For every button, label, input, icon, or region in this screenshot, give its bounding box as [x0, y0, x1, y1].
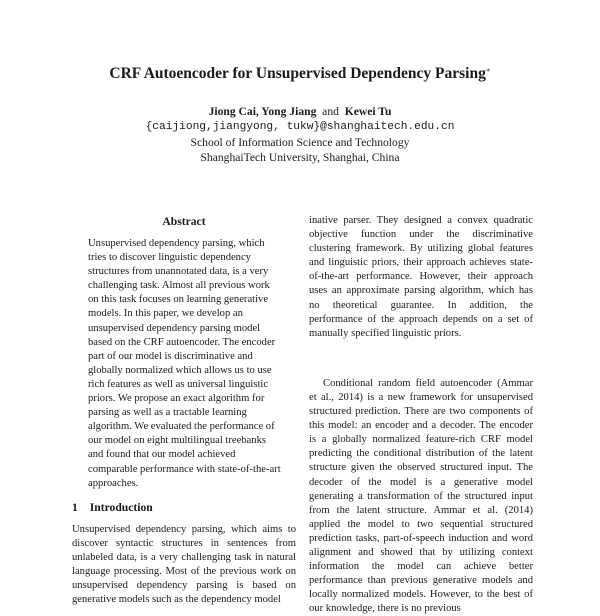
author-university: ShanghaiTech University, Shanghai, China — [200, 151, 400, 164]
abstract-heading: Abstract — [162, 215, 206, 228]
right-column — [309, 214, 533, 616]
section-number: 1 — [72, 500, 78, 514]
section-heading-introduction — [72, 500, 296, 515]
paper-title-text: CRF Autoencoder for Unsupervised Dependency Parsing — [109, 65, 486, 82]
authors-and: and — [322, 105, 339, 118]
left-column — [72, 214, 296, 607]
right-paragraph-2: Conditional random field autoencoder (Ammar et al., 2014) is a new framework for unsupervised structured prediction. There are two components of this model: an encoder and a decoder. The encoder is a globally normalized feature-rich CRF model predicting the conditional distribution of the latent structure given the observed structured input. The decoder of the model is a generative model generating a transformation of the structured input from the latent structure. Ammar et al. (2014) applied the model to two sequential structured prediction tasks, part-of-speech induction and word alignment and showed that by utilizing context information the model can achieve better performance than previous generative models and locally normalized models. However, to the best of our knowledge, there is no previous — [309, 377, 533, 615]
author-school: School of Information Science and Technology — [190, 136, 410, 149]
abstract-text: Unsupervised dependency parsing, which tries to discover linguistic dependency structures from unannotated data, is a very challenging task. Almost all previous work on this task focuses on learning generative models. In this paper, we develop an unsupervised dependency parsing model based on the CRF autoencoder. The encoder part of our model is discriminative and globally normalized which allows us to use rich features as well as universal linguistic priors. We propose an exact algorithm for parsing as well as a tractable learning algorithm. We evaluated the performance of our model on eight multilingual treebanks and found that our model achieved comparable performance with state-of-the-art approaches. — [88, 238, 281, 489]
section-title: Introduction — [89, 500, 153, 514]
paragraph-gap — [309, 341, 533, 377]
authors-last: Kewei Tu — [344, 105, 392, 118]
authors-first: Jiong Cai, Yong Jiang — [208, 105, 317, 118]
right-paragraph-1: inative parser. They designed a convex quadratic objective function under the discriminative clustering framework. By utilizing global features and linguistic priors, their approach achieves state-of-the-art performance. However, their approach uses an approximate parsing algorithm, which has no theoretical guarantee. In addition, the performance of the approach depends on a set of manually specified linguistic priors. — [309, 215, 533, 339]
author-line — [0, 104, 600, 119]
title-footnote-mark: ∗ — [485, 66, 491, 74]
paper-title — [0, 60, 600, 84]
introduction-text: Unsupervised dependency parsing, which aims to discover syntactic structures in sentences from unlabeled data, is a very challenging task in natural language processing. Most of the previous work on unsupervised dependency parsing is based on generative models such as the dependency model — [72, 523, 296, 606]
author-email: {caijiong,jiangyong, tukw}@shanghaitech.edu.cn — [145, 121, 455, 133]
